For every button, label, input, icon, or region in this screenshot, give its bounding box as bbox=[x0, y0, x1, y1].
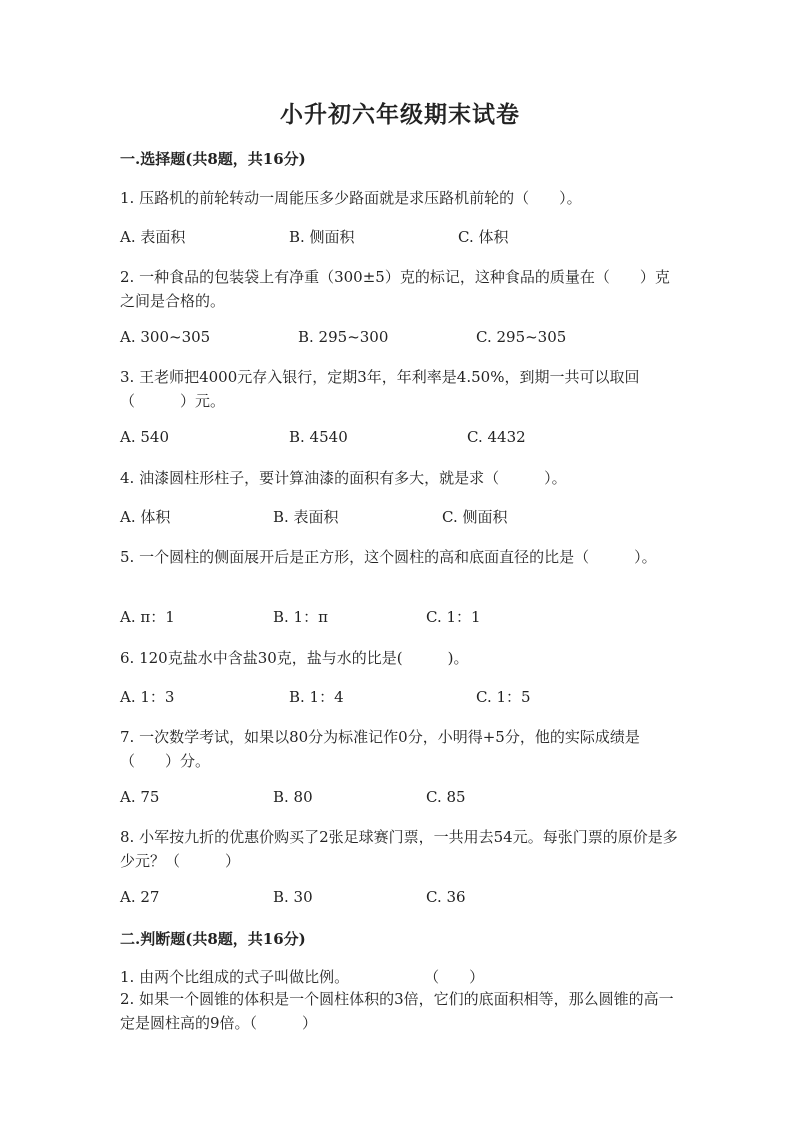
q1-option-b: B. 侧面积 bbox=[289, 228, 355, 246]
q5-option-a: A. π：1 bbox=[120, 608, 175, 626]
question-8: 8. 小军按九折的优惠价购买了2张足球赛门票，一共用去54元。每张门票的原价是多少元？（ ） bbox=[120, 828, 678, 870]
q2-option-c: C. 295~305 bbox=[476, 328, 567, 346]
section-heading-choice: 一.选择题(共8题，共16分) bbox=[120, 150, 306, 168]
q3-option-b: B. 4540 bbox=[289, 428, 348, 446]
section-heading-true-false: 二.判断题(共8题，共16分) bbox=[120, 930, 306, 948]
page-title: 小升初六年级期末试卷 bbox=[280, 101, 520, 128]
q5-option-b: B. 1：π bbox=[273, 608, 328, 626]
q3-option-c: C. 4432 bbox=[467, 428, 526, 446]
q5-option-c: C. 1：1 bbox=[426, 608, 481, 626]
q6-option-b: B. 1：4 bbox=[289, 688, 344, 706]
tf-question-1: 1. 由两个比组成的式子叫做比例。 （ ） bbox=[120, 968, 485, 986]
q8-option-b: B. 30 bbox=[273, 888, 313, 906]
q8-option-c: C. 36 bbox=[426, 888, 466, 906]
question-2: 2. 一种食品的包装袋上有净重（300±5）克的标记，这种食品的质量在（ ）克之间是合格的。 bbox=[120, 268, 670, 310]
q4-option-c: C. 侧面积 bbox=[442, 508, 508, 526]
q1-option-c: C. 体积 bbox=[458, 228, 509, 246]
q7-option-c: C. 85 bbox=[426, 788, 466, 806]
question-1: 1. 压路机的前轮转动一周能压多少路面就是求压路机前轮的（ ）。 bbox=[120, 189, 582, 207]
tf-question-2: 2. 如果一个圆锥的体积是一个圆柱体积的3倍，它们的底面积相等，那么圆锥的高一定是圆柱高的9倍。（ ） bbox=[120, 990, 674, 1032]
question-4: 4. 油漆圆柱形柱子，要计算油漆的面积有多大，就是求（ ）。 bbox=[120, 469, 567, 487]
q7-option-a: A. 75 bbox=[120, 788, 160, 806]
q7-option-b: B. 80 bbox=[273, 788, 313, 806]
q1-option-a: A. 表面积 bbox=[120, 228, 186, 246]
question-5: 5. 一个圆柱的侧面展开后是正方形，这个圆柱的高和底面直径的比是（ ）。 bbox=[120, 548, 657, 566]
question-6: 6. 120克盐水中含盐30克，盐与水的比是( )。 bbox=[120, 649, 469, 667]
q4-option-b: B. 表面积 bbox=[273, 508, 339, 526]
q8-option-a: A. 27 bbox=[120, 888, 160, 906]
q3-option-a: A. 540 bbox=[120, 428, 169, 446]
q2-option-b: B. 295~300 bbox=[298, 328, 389, 346]
question-3: 3. 王老师把4000元存入银行，定期3年，年利率是4.50%，到期一共可以取回（ ）元。 bbox=[120, 368, 640, 410]
q4-option-a: A. 体积 bbox=[120, 508, 171, 526]
q2-option-a: A. 300~305 bbox=[120, 328, 211, 346]
q6-option-a: A. 1：3 bbox=[120, 688, 175, 706]
q6-option-c: C. 1：5 bbox=[476, 688, 531, 706]
question-7: 7. 一次数学考试，如果以80分为标准记作0分，小明得+5分，他的实际成绩是（ ）分。 bbox=[120, 728, 640, 770]
